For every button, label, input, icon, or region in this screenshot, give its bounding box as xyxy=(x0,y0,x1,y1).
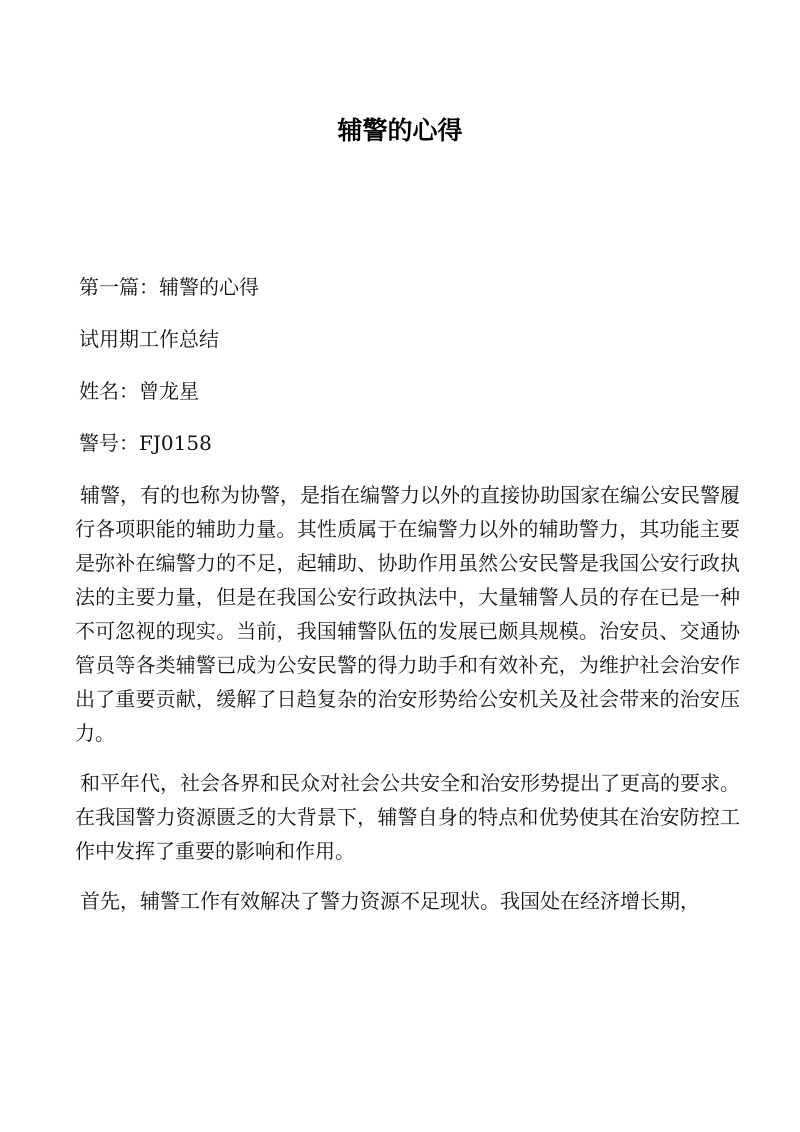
chapter-heading: 第一篇：辅警的心得 xyxy=(79,275,259,299)
paragraph: 和平年代，社会各界和民众对社会公共安全和治安形势提出了更高的要求。在我国警力资源匮乏的大背景下，辅警自身的特点和优势使其在治安防控工作中发挥了重要的影响和作用。 xyxy=(75,771,740,863)
subtitle-line: 试用期工作总结 xyxy=(79,327,219,351)
document-body xyxy=(75,270,740,934)
paragraph: 首先，辅警工作有效解决了警力资源不足现状。我国处在经济增长期， xyxy=(80,889,700,913)
name-line: 姓名：曾龙星 xyxy=(79,379,199,403)
document-title: 辅警的心得 xyxy=(337,116,463,145)
paragraph: 辅警，有的也称为协警，是指在编警力以外的直接协助国家在编公安民警履行各项职能的辅助力量。其性质属于在编警力以外的辅助警力，其功能主要是弥补在编警力的不足，起辅助、协助作用虽然公安民警是我国公安行政执法的主要力量，但是在我国公安行政执法中，大量辅警人员的存在已是一种不可忽视的现实。当前，我国辅警队伍的发展已颇具规模。治安员、交通协管员等各类辅警已成为公安民警的得力助手和有效补充，为维护社会治安作出了重要贡献，缓解了日趋复杂的治安形势给公安机关及社会带来的治安压力。 xyxy=(75,483,740,745)
badge-number-line: 警号：FJ0158 xyxy=(79,431,212,455)
